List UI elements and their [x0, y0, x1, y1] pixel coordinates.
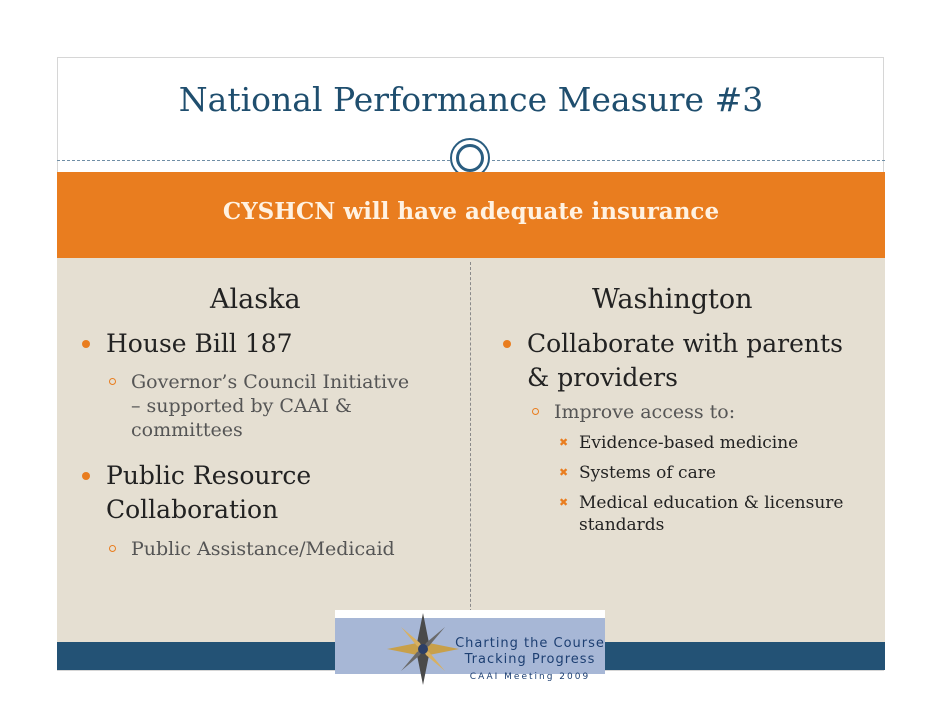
- slide-title: National Performance Measure #3: [178, 80, 764, 119]
- alaska-sub-public-assistance: Public Assistance/Medicaid: [131, 537, 451, 561]
- banner-text: CYSHCN will have adequate insurance: [222, 198, 720, 225]
- title-rule-left: [57, 160, 450, 161]
- alaska-bullet-public-resource: Public Resource Collaboration: [106, 459, 366, 527]
- washington-heading: Washington: [592, 284, 753, 315]
- washington-sub-improve-access: Improve access to:: [554, 400, 854, 424]
- washington-bullet-collaborate: Collaborate with parents & providers: [527, 327, 867, 395]
- alaska-heading: Alaska: [210, 284, 301, 315]
- compass-rose-icon: [383, 610, 463, 688]
- conference-logo: [335, 610, 605, 688]
- logo-line1: Charting the Course: [455, 636, 605, 651]
- washington-item-medical-education: ✖ Medical education & licensure standards: [579, 492, 869, 536]
- alaska-bullet-house-bill: House Bill 187: [106, 327, 446, 361]
- column-divider: [470, 262, 471, 622]
- washington-item-systems: ✖ Systems of care: [579, 462, 859, 484]
- logo-line2: Tracking Progress: [464, 652, 596, 667]
- logo-line3: CAAI Meeting 2009: [469, 672, 591, 682]
- alaska-sub-governors-council: Governor’s Council Initiative – supported by CAAI & committees: [131, 370, 421, 442]
- washington-item-evidence: ✖ Evidence-based medicine: [579, 432, 859, 454]
- title-rule-right: [492, 160, 885, 161]
